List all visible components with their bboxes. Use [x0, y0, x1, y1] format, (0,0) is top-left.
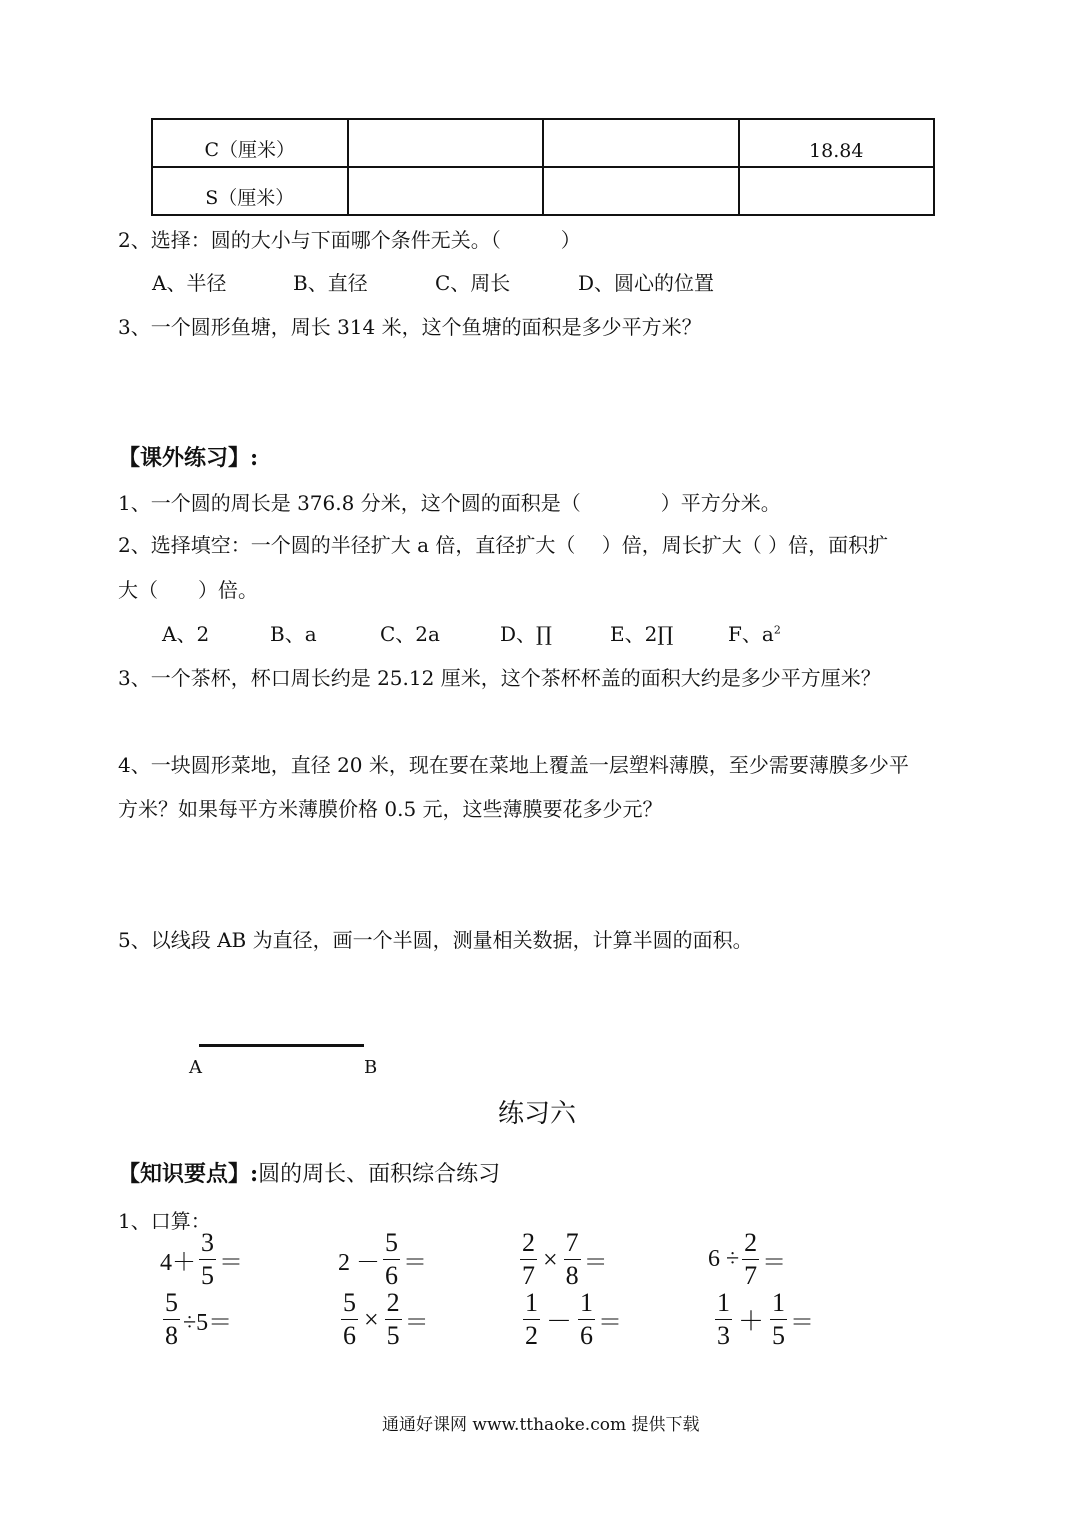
- denominator: 6: [343, 1321, 356, 1350]
- numerator: 5: [343, 1288, 356, 1317]
- oral-calc-label: 1、口算：: [118, 1209, 211, 1233]
- option-c: C、周长: [435, 271, 511, 295]
- fraction: [385, 1290, 402, 1349]
- numerator: 2: [744, 1228, 758, 1257]
- knowledge-points: [118, 1157, 500, 1188]
- choice-f-exponent: 2: [773, 623, 781, 637]
- fraction: [383, 1230, 400, 1289]
- extra-question-4-line1: 4、一块圆形菜地，直径 20 米，现在要在菜地上覆盖一层塑料薄膜，至少需要薄膜多少平: [118, 753, 909, 777]
- choice-f: [728, 618, 781, 647]
- table-cell: 18.84: [739, 119, 935, 167]
- circle-data-table: [151, 118, 935, 216]
- knowledge-text: 圆的周长、面积综合练习: [258, 1162, 501, 1187]
- denominator: 5: [772, 1321, 786, 1350]
- table-cell: [543, 119, 739, 167]
- expr-equals: ＝: [404, 1310, 429, 1336]
- denominator: 7: [522, 1261, 535, 1290]
- expr-equals: ＝: [219, 1250, 243, 1276]
- extra-question-5: 5、以线段 AB 为直径，画一个半圆，测量相关数据，计算半圆的面积。: [118, 928, 753, 952]
- numerator: 1: [772, 1288, 786, 1317]
- denominator: 6: [385, 1261, 398, 1290]
- fraction: [715, 1290, 732, 1349]
- expr-equals: ＝: [762, 1250, 787, 1276]
- choice-e: E、2∏: [610, 622, 674, 646]
- extra-practice-heading: 【课外练习】:: [118, 445, 259, 471]
- table-row-label: C（厘米）: [152, 119, 348, 167]
- table-cell: [348, 167, 544, 215]
- denominator: 7: [744, 1261, 758, 1290]
- oral-expr-r2c1: [160, 1290, 232, 1349]
- extra-question-4-line2: 方米？如果每平方米薄膜价格 0.5 元，这些薄膜要花多少元？: [118, 797, 663, 821]
- question-3: 3、一个圆形鱼塘，周长 314 米，这个鱼塘的面积是多少平方米？: [118, 315, 702, 339]
- expr-lead: 2 －: [338, 1250, 380, 1276]
- denominator: 2: [525, 1321, 538, 1350]
- fraction: [742, 1230, 759, 1289]
- expr-lead: 4＋: [160, 1250, 196, 1276]
- numerator: 5: [385, 1228, 398, 1257]
- fraction: [163, 1290, 180, 1349]
- footer-credit: 通通好课网 www.tthaoke.com 提供下载: [382, 1415, 700, 1435]
- segment-ab: [199, 1044, 364, 1047]
- numerator: 5: [165, 1288, 178, 1317]
- choice-f-label: F、a: [728, 622, 774, 646]
- fraction: [520, 1230, 537, 1289]
- oral-expr-r1c2: [338, 1230, 427, 1289]
- oral-expr-r1c3: [517, 1230, 608, 1289]
- extra-question-2-line1: 2、选择填空：一个圆的半径扩大 a 倍，直径扩大（ ）倍，周长扩大（ ）倍，面积扩: [118, 533, 889, 557]
- expr-equals: ＝: [598, 1310, 623, 1336]
- fraction: [770, 1290, 787, 1349]
- denominator: 3: [717, 1321, 730, 1350]
- expr-operator: ＋: [738, 1307, 765, 1336]
- denominator: 5: [386, 1321, 400, 1350]
- oral-expr-r2c3: [520, 1290, 622, 1349]
- expr-equals: ＝: [790, 1310, 815, 1336]
- extra-question-2-line2: 大（ ）倍。: [118, 578, 258, 602]
- denominator: 8: [165, 1321, 178, 1350]
- fraction: [199, 1230, 216, 1289]
- numerator: 2: [386, 1288, 400, 1317]
- extra-question-3: 3、一个茶杯，杯口周长约是 25.12 厘米，这个茶杯杯盖的面积大约是多少平方厘米？: [118, 666, 881, 690]
- fraction: [523, 1290, 540, 1349]
- question-2-select: 2、选择：圆的大小与下面哪个条件无关。（ ）: [118, 228, 581, 252]
- denominator: 6: [580, 1321, 594, 1350]
- choice-c: C、2a: [380, 622, 440, 646]
- choice-d: D、∏: [500, 622, 552, 646]
- table-cell: [739, 167, 935, 215]
- expr-operator: ×: [543, 1244, 558, 1274]
- numerator: 1: [525, 1288, 538, 1317]
- table-row: [152, 119, 934, 167]
- fraction: [341, 1290, 358, 1349]
- point-a-label: A: [189, 1057, 202, 1078]
- table-cell: [543, 167, 739, 215]
- oral-expr-r1c4: [708, 1230, 786, 1289]
- expr-tail: ÷5＝: [183, 1310, 233, 1336]
- numerator: 7: [565, 1228, 579, 1257]
- expr-lead: 6 ÷: [708, 1246, 740, 1272]
- oral-expr-r2c4: [712, 1290, 814, 1349]
- expr-operator: －: [546, 1307, 573, 1336]
- point-b-label: B: [364, 1057, 378, 1078]
- table-row: [152, 167, 934, 215]
- expr-equals: ＝: [583, 1250, 608, 1276]
- denominator: 8: [565, 1261, 579, 1290]
- choice-a: A、2: [162, 622, 210, 646]
- denominator: 5: [201, 1261, 214, 1290]
- numerator: 1: [717, 1288, 730, 1317]
- numerator: 3: [201, 1228, 214, 1257]
- numerator: 2: [522, 1228, 535, 1257]
- table-cell: [348, 119, 544, 167]
- option-a: A、半径: [152, 271, 227, 295]
- expr-operator: ×: [364, 1304, 379, 1334]
- fraction: [578, 1290, 595, 1349]
- numerator: 1: [580, 1288, 594, 1317]
- extra-question-1: 1、一个圆的周长是 376.8 分米，这个圆的面积是（ ）平方分米。: [118, 491, 781, 515]
- expr-equals: ＝: [403, 1250, 427, 1276]
- knowledge-heading: 【知识要点】:: [118, 1161, 259, 1187]
- section-title: 练习六: [498, 1099, 577, 1129]
- oral-expr-r1c1: [160, 1230, 243, 1289]
- option-d: D、圆心的位置: [578, 271, 715, 295]
- oral-expr-r2c2: [338, 1290, 429, 1349]
- choice-b: B、a: [270, 622, 317, 646]
- table-row-label: S（厘米）: [152, 167, 348, 215]
- option-b: B、直径: [293, 271, 368, 295]
- fraction: [564, 1230, 581, 1289]
